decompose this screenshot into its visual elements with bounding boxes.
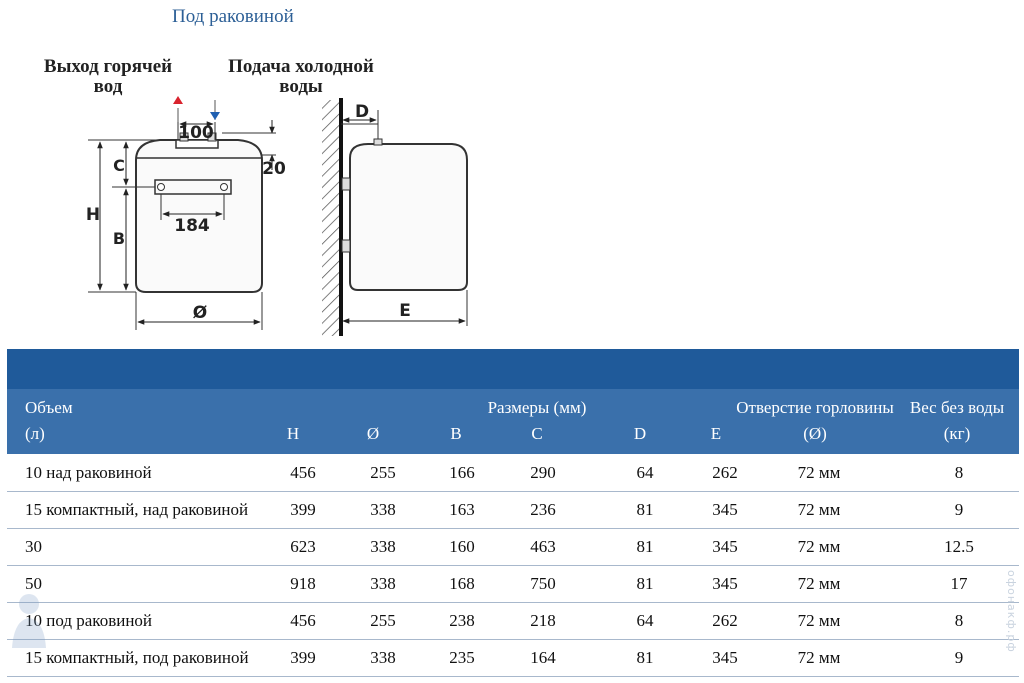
table-row	[7, 602, 1019, 640]
cell-d: 81	[636, 648, 654, 667]
cell-e: 345	[712, 648, 738, 667]
cell-name: 10 под раковиной	[25, 611, 153, 630]
cell-neck: 72 мм	[797, 611, 841, 630]
cell-name: 15 компактный, над раковиной	[25, 500, 249, 519]
dim-B-text: B	[112, 229, 126, 248]
dim-D-text: D	[354, 102, 370, 122]
cell-o: 255	[370, 463, 396, 482]
cell-d: 81	[636, 537, 654, 556]
cell-name: 10 над раковиной	[25, 463, 152, 482]
cell-h: 918	[290, 574, 316, 593]
header-E: E	[710, 424, 722, 443]
cell-b: 163	[449, 500, 475, 519]
cell-b: 160	[449, 537, 475, 556]
cell-o: 338	[370, 648, 396, 667]
cell-weight: 12.5	[944, 537, 974, 556]
diagram-caption: Под раковиной	[172, 6, 294, 27]
heater-side-body	[350, 144, 467, 290]
cell-neck: 72 мм	[797, 463, 841, 482]
cell-e: 345	[712, 537, 738, 556]
cell-c: 236	[530, 500, 556, 519]
table-row	[7, 565, 1019, 603]
header-C: C	[531, 424, 543, 443]
cell-c: 164	[530, 648, 556, 667]
cell-b: 238	[449, 611, 475, 630]
cell-neck: 72 мм	[797, 537, 841, 556]
cell-neck: 72 мм	[797, 574, 841, 593]
dim-100-text: 100	[178, 123, 214, 143]
header-weight-unit: (кг)	[943, 424, 971, 443]
cold-label-line1: Подача холодной	[228, 56, 374, 77]
table-row	[7, 639, 1019, 677]
cell-name: 15 компактный, под раковиной	[25, 648, 249, 667]
side-view	[322, 98, 467, 336]
cell-weight: 9	[954, 648, 964, 667]
cell-neck: 72 мм	[797, 500, 841, 519]
header-neck-unit: (Ø)	[803, 424, 827, 443]
cell-h: 623	[290, 537, 316, 556]
cold-arrow-icon	[210, 112, 220, 120]
cell-e: 262	[712, 611, 738, 630]
header-diameter: Ø	[366, 424, 380, 443]
header-B: B	[450, 424, 462, 443]
cell-h: 456	[290, 611, 316, 630]
cell-d: 64	[636, 463, 654, 482]
cell-weight: 8	[954, 611, 964, 630]
hot-label-line2: вод	[93, 76, 123, 97]
dim-20-text: 20	[262, 159, 286, 179]
header-H: H	[286, 424, 300, 443]
cell-c: 463	[530, 537, 556, 556]
header-neck: Отверстие горловины	[736, 398, 894, 417]
table-title-band	[7, 349, 1019, 389]
cell-b: 168	[449, 574, 475, 593]
table-header	[7, 389, 1019, 454]
cell-b: 235	[449, 648, 475, 667]
dim-C-text: C	[113, 156, 125, 175]
cell-h: 399	[290, 648, 316, 667]
cell-neck: 72 мм	[797, 648, 841, 667]
dim-E-text: E	[399, 301, 411, 321]
watermark-logo-icon	[6, 590, 52, 650]
header-D: D	[633, 424, 647, 443]
cell-c: 750	[530, 574, 556, 593]
cell-weight: 9	[954, 500, 964, 519]
header-volume-unit: (л)	[25, 424, 45, 443]
wall-hatch	[322, 100, 340, 336]
cell-b: 166	[449, 463, 475, 482]
table-row	[7, 454, 1019, 492]
cell-d: 81	[636, 574, 654, 593]
cell-e: 345	[712, 500, 738, 519]
front-view	[86, 96, 286, 330]
cell-name: 30	[25, 537, 42, 556]
dim-H-text: H	[85, 205, 101, 225]
cold-label-line2: воды	[279, 76, 323, 97]
cell-d: 81	[636, 500, 654, 519]
table-row	[7, 528, 1019, 566]
dim-diameter-text: Ø	[192, 303, 208, 323]
table-row	[7, 491, 1019, 529]
cell-weight: 8	[954, 463, 964, 482]
cell-h: 399	[290, 500, 316, 519]
cell-o: 255	[370, 611, 396, 630]
cell-o: 338	[370, 537, 396, 556]
cell-h: 456	[290, 463, 316, 482]
cell-e: 262	[712, 463, 738, 482]
cell-weight: 17	[950, 574, 968, 593]
watermark-text: офонакф.рф	[1005, 570, 1018, 653]
hot-arrow-icon	[173, 96, 183, 104]
cell-o: 338	[370, 574, 396, 593]
hot-label-line1: Выход горячей	[43, 56, 173, 77]
cell-name: 50	[25, 574, 42, 593]
header-weight: Вес без воды	[909, 398, 1005, 417]
cell-d: 64	[636, 611, 654, 630]
header-volume: Объем	[25, 398, 73, 417]
dim-184-text: 184	[174, 216, 210, 236]
cell-c: 218	[530, 611, 556, 630]
cell-o: 338	[370, 500, 396, 519]
header-dimensions-group: Размеры (мм)	[487, 398, 587, 417]
cell-c: 290	[530, 463, 556, 482]
cell-e: 345	[712, 574, 738, 593]
